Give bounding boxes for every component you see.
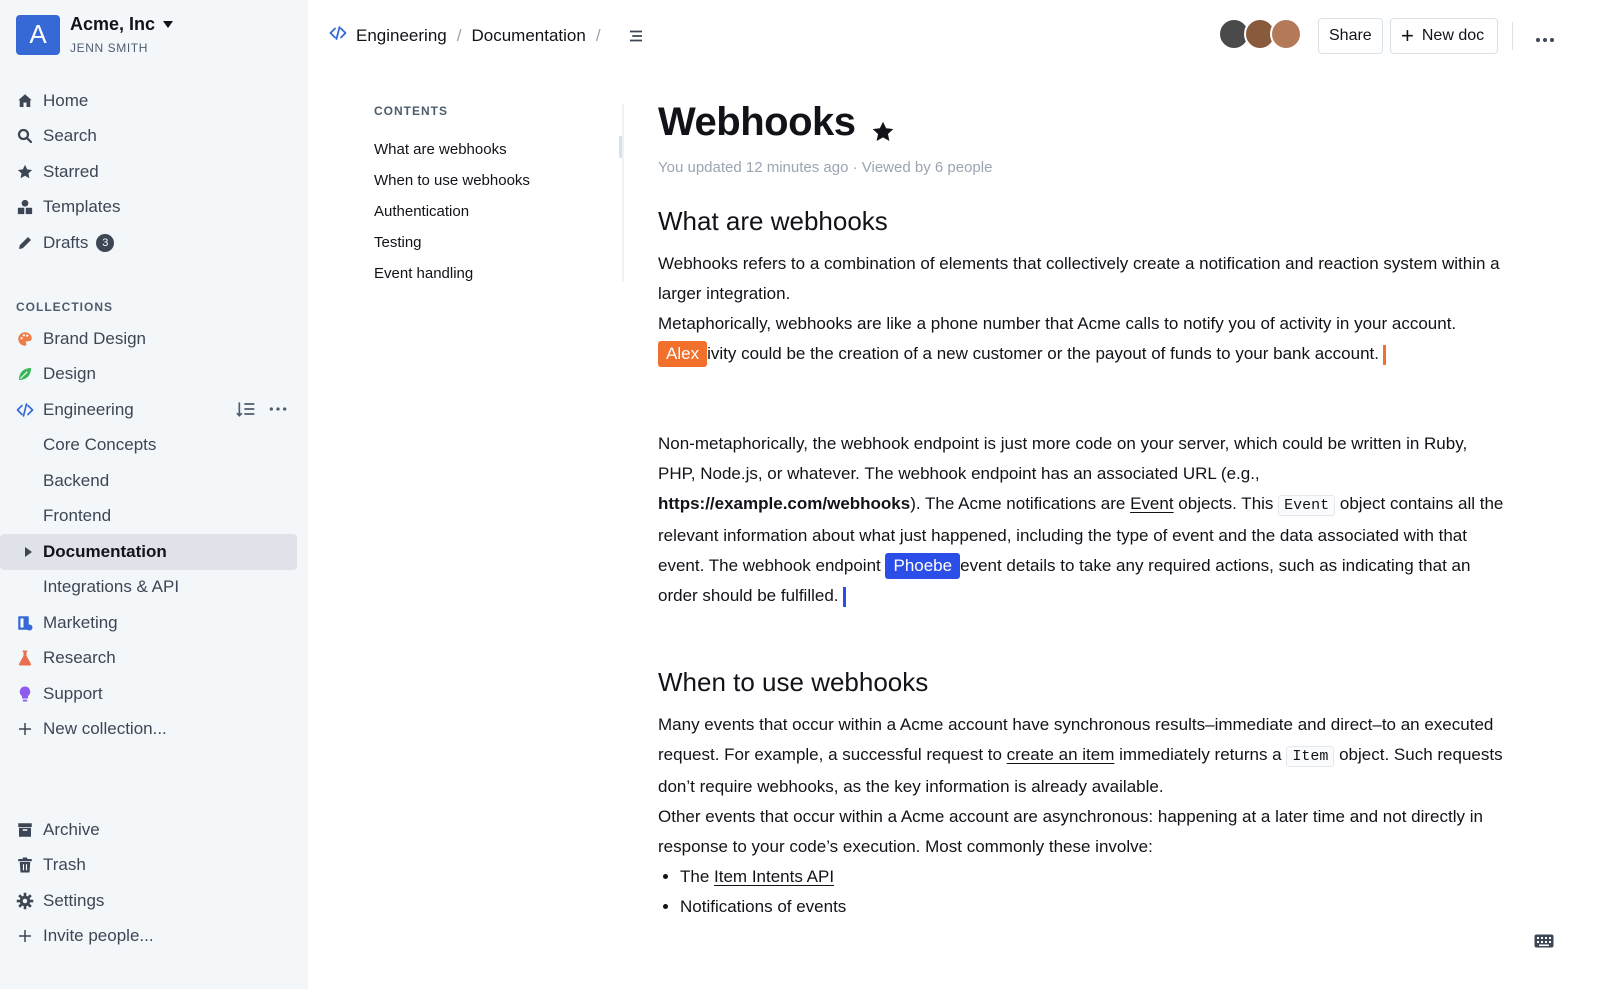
sidebar-item-label: Support <box>43 683 103 703</box>
workspace-name: Acme, Inc <box>70 14 156 34</box>
page-title-text[interactable]: Webhooks <box>658 100 856 144</box>
sidebar-item-label: Engineering <box>43 399 134 419</box>
home-icon <box>16 92 34 110</box>
toc-item[interactable]: Authentication <box>374 203 470 220</box>
sidebar-item-label: Settings <box>43 890 105 910</box>
sidebar-item-settings[interactable] <box>0 883 308 919</box>
heading-when-to-use-webhooks[interactable]: When to use webhooks <box>658 667 929 697</box>
paragraph-text: object contains all the relevant information about what just happened, including the type of event and the data associated with that event. The webhook endpoint <box>658 494 1504 575</box>
sidebar-item-drafts[interactable] <box>0 225 308 261</box>
sidebar-item-label: Starred <box>43 161 99 181</box>
sidebar-item-support[interactable] <box>0 676 308 712</box>
share-button[interactable]: Share <box>1318 18 1383 54</box>
sidebar-item-engineering[interactable] <box>0 392 308 428</box>
toc-heading: CONTENTS <box>374 104 448 118</box>
breadcrumb-separator: / <box>456 25 462 45</box>
expand-arrow-icon[interactable] <box>25 547 32 557</box>
star-icon[interactable] <box>870 110 896 136</box>
sidebar-item-label: Trash <box>43 855 86 875</box>
paragraph[interactable]: Other events that occur within a Acme account are asynchronous: happening at a later time and not directly in response to your code’s execution. Most commonly these involve: <box>658 807 1483 856</box>
url-text: https://example.com/webhooks <box>658 494 911 513</box>
breadcrumb-documentation[interactable]: Documentation <box>471 25 586 45</box>
plus-icon: + <box>1401 23 1414 48</box>
palette-icon <box>16 330 34 348</box>
collaborator-cursor-alex: Alex <box>658 341 707 367</box>
sidebar-item-trash[interactable] <box>0 848 308 884</box>
sidebar-item-home[interactable] <box>0 83 308 119</box>
table-of-contents-icon[interactable] <box>627 27 645 45</box>
code-icon <box>328 24 348 47</box>
toc-item[interactable]: When to use webhooks <box>374 172 530 189</box>
bullet-list <box>658 862 1508 922</box>
paragraph-text: objects. This <box>1173 494 1279 513</box>
sort-icon[interactable] <box>236 400 256 423</box>
sidebar-item-label: Archive <box>43 819 100 839</box>
sidebar-item-search[interactable] <box>0 119 308 155</box>
sidebar-item-marketing[interactable] <box>0 605 308 641</box>
paragraph[interactable] <box>658 710 1508 802</box>
star-icon <box>16 163 34 181</box>
empty-line <box>658 369 1508 429</box>
bottom-nav <box>0 812 308 954</box>
more-options-icon[interactable] <box>268 400 288 423</box>
sidebar-item-starred[interactable] <box>0 154 308 190</box>
doc-meta: You updated 12 minutes ago · Viewed by 6 people <box>658 159 993 176</box>
more-options-icon[interactable] <box>1535 26 1555 49</box>
doc-header <box>308 0 1600 72</box>
heading-what-are-webhooks[interactable]: What are webhooks <box>658 206 888 236</box>
sidebar-item-label: Research <box>43 648 116 668</box>
chevron-down-icon <box>163 21 173 28</box>
new-doc-label: New doc <box>1421 27 1485 44</box>
table-of-contents <box>374 104 624 289</box>
sidebar-item-label: Search <box>43 126 97 146</box>
gear-icon <box>16 892 34 910</box>
paragraph-text: Many events that occur within a Acme account have synchronous results–immediate and direct–to an executed request. For example, a successful request to <box>658 715 1494 764</box>
sidebar-item-backend[interactable]: Backend <box>43 470 110 490</box>
keyboard-icon[interactable] <box>1534 934 1554 948</box>
sidebar-item-label: New collection... <box>43 719 167 739</box>
plus-icon <box>16 927 34 945</box>
toc-item[interactable]: Event handling <box>374 265 474 282</box>
paragraph-text: ivity could be the creation of a new customer or the payout of funds to your bank account. <box>707 344 1379 363</box>
trash-icon <box>16 856 34 874</box>
avatar[interactable] <box>1270 18 1302 50</box>
sidebar-item-label: Brand Design <box>43 328 147 348</box>
paragraph-text: Metaphorically, webhooks are like a phone number that Acme calls to notify you of activity in your account. <box>658 314 1457 333</box>
workspace-logo: A <box>16 15 60 55</box>
sidebar-item-templates[interactable] <box>0 190 308 226</box>
paragraph[interactable]: Webhooks refers to a combination of elements that collectively create a notification and reaction system within a larger integration. <box>658 254 1500 303</box>
list-item-text: The <box>680 867 715 886</box>
paragraph-text: object. Such requests don’t require webhooks, as the key information is already available. <box>658 745 1503 796</box>
sidebar-item-label: Design <box>43 364 96 384</box>
drafts-count-badge: 3 <box>96 234 114 252</box>
sidebar-item-label: Marketing <box>43 612 118 632</box>
collaborator-cursor-phoebe: Phoebe <box>885 553 960 579</box>
create-item-link[interactable]: create an item <box>1006 745 1115 764</box>
search-icon <box>16 127 34 145</box>
paragraph[interactable] <box>658 429 1508 611</box>
paragraph[interactable] <box>658 309 1508 369</box>
divider <box>1512 22 1513 50</box>
paragraph-text: event details to take any required actions, such as indicating that an order should be fulfilled. <box>658 556 1471 605</box>
paragraph-text: ). The Acme notifications are <box>910 494 1131 513</box>
document-body[interactable] <box>658 100 1508 922</box>
main-nav <box>0 83 308 261</box>
sidebar-item-label: Invite people... <box>43 926 154 946</box>
sidebar-item-design[interactable] <box>0 357 308 393</box>
collaborator-caret <box>1383 345 1386 365</box>
flask-icon <box>16 649 34 667</box>
event-link[interactable]: Event <box>1130 494 1174 513</box>
archive-icon <box>16 821 34 839</box>
current-user: JENN SMITH <box>70 41 148 55</box>
new-collection-button[interactable] <box>0 712 308 748</box>
leaf-icon <box>16 365 34 383</box>
plus-icon <box>16 720 34 738</box>
paragraph-text: immediately returns a <box>1114 745 1287 764</box>
sidebar-item-research[interactable] <box>0 641 308 677</box>
invite-people-button[interactable] <box>0 919 308 955</box>
list-item[interactable]: • Notifications of events <box>680 892 1508 922</box>
list-item[interactable] <box>680 862 1508 892</box>
sidebar <box>0 0 308 989</box>
code-icon <box>16 401 34 419</box>
page-title[interactable] <box>658 100 1508 145</box>
inline-code: Event <box>1278 495 1335 516</box>
sidebar-item-integrations-api[interactable]: Integrations & API <box>43 577 180 597</box>
breadcrumb-engineering[interactable]: Engineering <box>356 25 447 45</box>
collaborators[interactable] <box>1218 18 1302 50</box>
toc-item[interactable]: What are webhooks <box>374 141 507 158</box>
sidebar-item-archive[interactable] <box>0 812 308 848</box>
sidebar-item-documentation[interactable] <box>0 534 297 570</box>
new-doc-button[interactable] <box>1390 18 1498 54</box>
bulb-icon <box>16 685 34 703</box>
sidebar-item-core-concepts[interactable]: Core Concepts <box>43 435 157 455</box>
breadcrumb-separator: / <box>595 25 601 45</box>
inline-code: Item <box>1286 746 1334 767</box>
collections-nav <box>0 321 308 747</box>
paragraph-text: Non-metaphorically, the webhook endpoint is just more code on your server, which could be written in Ruby, PHP, Node.js, or whatever. The webhook endpoint has an associated URL (e.g., <box>658 434 1468 483</box>
sidebar-item-label: Drafts <box>43 232 89 252</box>
item-intents-api-link[interactable]: Item Intents API <box>714 867 835 886</box>
collections-heading: COLLECTIONS <box>16 300 113 314</box>
pencil-icon <box>16 234 34 252</box>
sidebar-item-label: Home <box>43 90 89 110</box>
breadcrumb <box>328 24 645 47</box>
shapes-icon <box>16 198 34 216</box>
marketing-icon <box>16 614 34 632</box>
collaborator-caret <box>843 587 846 607</box>
workspace-switcher[interactable] <box>16 14 173 55</box>
sidebar-item-brand-design[interactable] <box>0 321 308 357</box>
sidebar-item-label: Templates <box>43 197 121 217</box>
toc-item[interactable]: Testing <box>374 234 422 251</box>
sidebar-item-frontend[interactable]: Frontend <box>43 506 112 526</box>
sidebar-item-label: Documentation <box>43 541 167 561</box>
